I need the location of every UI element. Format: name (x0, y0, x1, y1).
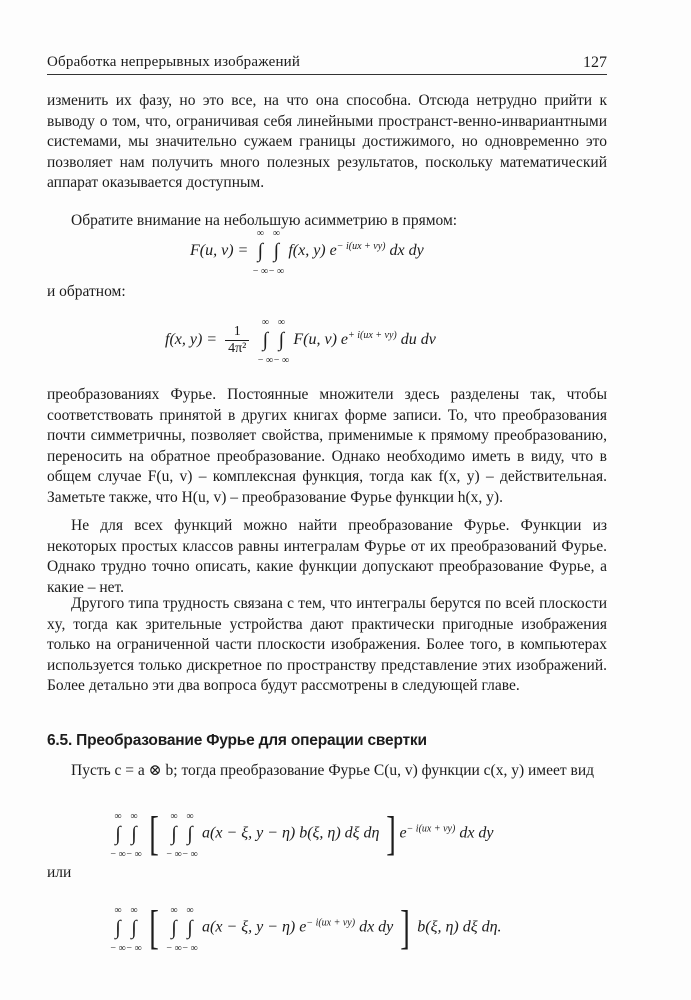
integral-sign: ∫ ∞ − ∞ (252, 228, 268, 277)
paragraph-2: Обратите внимание на небольшую асимметрию в прямом: (71, 212, 458, 229)
swapped-inner-differentials: dx dy (359, 918, 394, 936)
paragraph-7: Пусть c = a ⊗ b; тогда преобразование Фурье C(u, v) функции c(x, y) имеет вид (71, 762, 595, 779)
convolution-exponent: − i(ux + vy) (406, 823, 456, 835)
right-bracket: ] (386, 807, 397, 860)
integral-sign: ∫ ∞ − ∞ (268, 228, 284, 277)
integral-sign: ∫ ∞ − ∞ (126, 810, 142, 860)
swapped-integrand: a(x − ξ, y − η) e (201, 918, 307, 936)
integral-sign: ∫ ∞ − ∞ (110, 904, 126, 954)
euler-e: e (399, 824, 407, 842)
header-rule (47, 74, 607, 75)
paragraph-8: или (47, 864, 72, 881)
left-bracket: [ (149, 807, 159, 860)
swapped-outer-term: b(ξ, η) dξ dη. (417, 918, 502, 936)
integral-sign: ∫ ∞ − ∞ (257, 317, 274, 366)
inverse-exponent: + i(ux + vy) (348, 329, 397, 341)
right-bracket: ] (400, 901, 411, 954)
page-number: 127 (583, 54, 607, 71)
inverse-lhs: f(x, y) = (165, 331, 218, 349)
forward-fourier-formula (190, 228, 424, 277)
inverse-constant-fraction: $\frac{1}{\text{4π²}}$ (225, 324, 249, 357)
section-heading: 6.5. Преобразование Фурье для операции свертки (47, 732, 427, 749)
paragraph-1: изменить их фазу, но это все, на что она способна. Отсюда нетрудно прийти к выводу о том, что, ограничивая себя линейными пространст-венно-инвариантными системами, мы значительно сужаем границы достижимого, но одновременно это позволяет нам получить много полезных результатов, поскольку математический аппарат оказывается доступным. (47, 92, 607, 191)
convolution-transform-formula (110, 807, 494, 860)
integral-sign: ∫ ∞ − ∞ (182, 904, 198, 954)
left-bracket: [ (149, 901, 159, 954)
convolution-integrand: a(x − ξ, y − η) b(ξ, η) dξ dη (201, 824, 380, 842)
forward-lhs: F(u, v) = (190, 242, 249, 260)
integral-sign: ∫ ∞ − ∞ (166, 810, 182, 860)
integral-sign: ∫ ∞ − ∞ (273, 317, 290, 366)
paragraph-3: и обратном: (47, 283, 126, 300)
integral-sign: ∫ ∞ − ∞ (110, 810, 126, 860)
forward-differentials: dx dy (389, 242, 424, 260)
paragraph-6: Другого типа трудность связана с тем, что интегралы берутся по всей плоскости xy, тогда как зрительные устройства дают практически пригодные изображения только на ограниченной части плоскости изображения. Более того, в компьютерах используется только дискретное по пространству представление этих изображений. Более детально эти два вопроса будут рассмотрены в следующей главе. (47, 595, 607, 694)
integral-sign: ∫ ∞ − ∞ (166, 904, 182, 954)
paragraph-4: преобразованиях Фурье. Постоянные множители здесь разделены так, чтобы соответствовать принятой в других книгах форме записи. То, что преобразования почти симметричны, позволяет свойства, применимые к прямому преобразованию, переносить на обратное преобразование. Однако необходимо иметь в виду, что в общем случае F(u, v) – комплексная функция, тогда как f(x, y) – действительная. Заметьте также, что H(u, v) – преобразование Фурье функции h(x, y). (47, 386, 607, 506)
book-page (47, 0, 607, 1000)
forward-exponent: − i(ux + vy) (336, 240, 386, 252)
convolution-differentials: dx dy (459, 824, 494, 842)
integral-sign: ∫ ∞ − ∞ (182, 810, 198, 860)
convolution-swapped-formula (110, 901, 502, 954)
running-header (47, 52, 607, 74)
running-header-title: Обработка непрерывных изображений (47, 54, 301, 70)
inverse-differentials: du dv (400, 331, 436, 349)
forward-integrand: f(x, y) e (288, 242, 337, 260)
inverse-fourier-formula (165, 317, 436, 366)
inverse-integrand: F(u, v) e (293, 331, 349, 349)
paragraph-5: Не для всех функций можно найти преобразование Фурье. Функции из некоторых простых классов равны интегралам Фурье от их преобразований Фурье. Однако трудно точно описать, какие функции допускают преобразование Фурье, а какие – нет. (47, 517, 607, 596)
integral-sign: ∫ ∞ − ∞ (126, 904, 142, 954)
swapped-exponent: − i(ux + vy) (306, 917, 356, 929)
